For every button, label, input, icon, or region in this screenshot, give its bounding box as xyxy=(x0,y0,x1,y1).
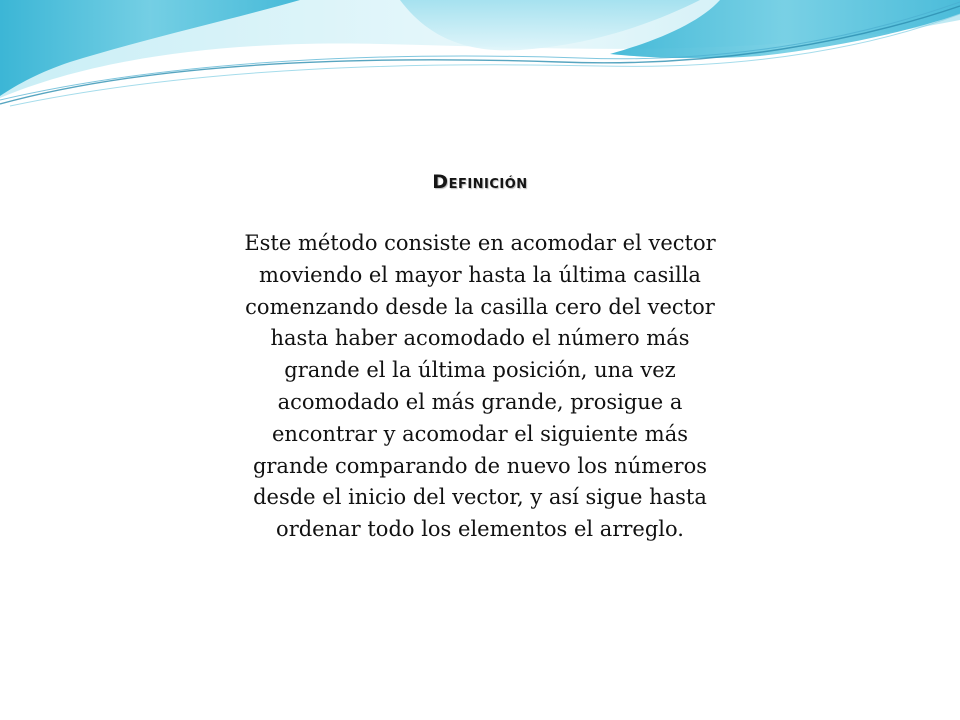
header-wave-decoration xyxy=(0,0,960,120)
slide-title: Definición xyxy=(432,171,528,193)
slide-body-text: Este método consiste en acomodar el vector moviendo el mayor hasta la última casilla comenzando desde la casilla cero del vector hasta haber acomodado el número más grande el la última posición, una vez acomodado el más grande, prosigue a encontrar y acomodar el siguiente más grande comparando de nuevo los números desde el inicio del vector, y así sigue hasta ordenar todo los elementos el arreglo. xyxy=(244,231,716,542)
